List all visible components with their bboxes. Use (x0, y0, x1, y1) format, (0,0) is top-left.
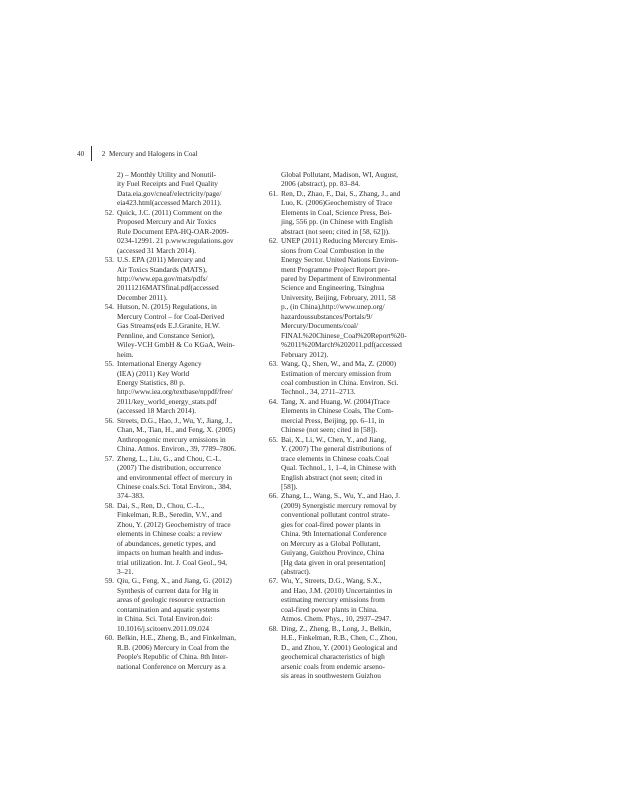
reference-entry (263, 435, 423, 492)
reference-line: http://www.epa.gov/mats/pdfs/ (117, 273, 208, 283)
reference-number: 62. (268, 236, 278, 246)
reference-line: Technol., 34, 2711–2713. (281, 387, 356, 397)
reference-entry (263, 189, 423, 236)
reference-line: impacts on human health and indus- (117, 548, 224, 558)
reference-line: %2011%20March%202011.pdf(accessed (281, 340, 402, 350)
reference-line: People's Republic of China. 8th Inter- (117, 652, 228, 662)
reference-line: (IEA) (2011) Key World (117, 368, 190, 378)
reference-line: gies for coal-fired power plants in (281, 519, 381, 529)
reference-line: Dai, S., Ren, D., Chou, C.-L., (117, 500, 205, 510)
reference-line: Zheng, L., Liu, G., and Chou, C.-L. (117, 453, 222, 463)
reference-entry (263, 359, 423, 397)
reference-line: (accessed 31 March 2014). (117, 245, 197, 255)
reference-line: Mercury/Documents/coal/ (281, 321, 359, 331)
reference-line: eia423.html(accessed March 2011). (117, 198, 222, 208)
reference-text (117, 302, 259, 359)
reference-line: Science and Engineering, Tsinghua (281, 283, 385, 293)
reference-number: 60. (104, 633, 114, 643)
reference-line: Wu, Y., Streets, D.G., Wang, S.X., (281, 576, 382, 586)
reference-line: Chinese (not seen; cited in [58]). (281, 425, 378, 435)
reference-line: International Energy Agency (117, 359, 202, 369)
reference-line: U.S. EPA (2011) Mercury and (117, 255, 206, 265)
reference-entry (99, 576, 259, 633)
reference-number: 52. (104, 207, 114, 217)
reference-entry (99, 501, 259, 577)
reference-line: Elements in Coal, Science Press, Bei- (281, 207, 392, 217)
reference-line: Ren, D., Zhao, F., Dai, S., Zhang, J., and (281, 188, 401, 198)
reference-line: arsenic coals from endemic arseno- (281, 661, 385, 671)
reference-entry (99, 633, 259, 671)
reference-text (281, 170, 423, 189)
reference-line: trace elements in Chinese coals.Coal (281, 453, 389, 463)
reference-entry (99, 416, 259, 454)
reference-text (117, 416, 259, 454)
reference-line: and environmental effect of mercury in (117, 472, 233, 482)
reference-line: China. Atmos. Environ., 39, 7789–7806. (117, 444, 237, 454)
reference-line: Wang, Q., Shen, W., and Ma, Z. (2000) (281, 359, 397, 369)
reference-line: sis areas in southwestern Guizhou (281, 671, 381, 681)
reference-line: December 2011). (117, 292, 168, 302)
reference-line: Chinese coals.Sci. Total Environ., 384, (117, 481, 232, 491)
reference-line: Streets, D.G., Hao, J., Wu, Y., Jiang, J., (117, 415, 233, 425)
reference-entry (263, 236, 423, 359)
reference-entry (99, 208, 259, 255)
reference-column-left (99, 170, 259, 671)
reference-line: heim. (117, 349, 134, 359)
reference-entry (99, 454, 259, 501)
reference-text (281, 624, 423, 681)
reference-line: p., (in China),http://www.unep.org/ (281, 302, 385, 312)
reference-text (281, 435, 423, 492)
reference-line: Guiyang, Guizhou Province, China (281, 548, 385, 558)
reference-text (117, 255, 259, 302)
reference-line: Elements in Chinese Coals, The Com- (281, 406, 394, 416)
reference-line: in China. Sci. Total Environ.doi: (117, 614, 213, 624)
reference-line: Atmos. Chem. Phys., 10, 2937–2947. (281, 614, 392, 624)
reference-number: 65. (268, 434, 278, 444)
reference-number: 58. (104, 500, 114, 510)
reference-line: 10.1016/j.scitoenv.2011.09.024 (117, 623, 210, 633)
reference-text (117, 454, 259, 501)
reference-line: Energy Sector. United Nations Environ- (281, 255, 399, 265)
reference-line: Energy Statistics, 80 p. (117, 377, 185, 387)
reference-number: 64. (268, 396, 278, 406)
reference-line: FINAL%20Chinese_Coal%20Report%20- (281, 330, 407, 340)
reference-text (117, 359, 259, 416)
reference-number: 63. (268, 359, 278, 369)
reference-line: national Conference on Mercury as a (117, 661, 226, 671)
reference-line: Zhang, L., Wang, S., Wu, Y., and Hao, J. (281, 491, 400, 501)
reference-entry (263, 624, 423, 681)
reference-entry (263, 397, 423, 435)
reference-line: hazardoussubstances/Portals/9/ (281, 311, 373, 321)
reference-line: geochemical characteristics of high (281, 652, 385, 662)
reference-number: 66. (268, 491, 278, 501)
reference-text (281, 397, 423, 435)
reference-text (117, 633, 259, 671)
chapter-heading (92, 150, 198, 158)
reference-line: (abstract). (281, 567, 311, 577)
reference-entry (99, 255, 259, 302)
reference-line: of abundances, genetic types, and (117, 538, 216, 548)
reference-line: conventional pollutant control strate- (281, 510, 390, 520)
reference-line: 20111216MATSfinal.pdf(accessed (117, 283, 219, 293)
reference-line: Ding, Z., Zheng, B., Long, J., Belkin, (281, 623, 392, 633)
reference-text (281, 236, 423, 359)
reference-line: estimating mercury emissions from (281, 595, 385, 605)
reference-line: D., and Zhou, Y. (2001) Geological and (281, 642, 398, 652)
running-header (77, 150, 198, 158)
reference-line: coal-fired power plants in China. (281, 604, 378, 614)
reference-text (281, 576, 423, 623)
reference-line: Tang, X. and Huang, W. (2004)Trace (281, 396, 390, 406)
reference-line: sions from Coal Combustion in the (281, 245, 385, 255)
reference-line: 2006 (abstract), pp. 83–84. (281, 179, 361, 189)
reference-text (117, 501, 259, 577)
reference-line: Pennline, and Constance Senior), (117, 330, 215, 340)
reference-line: (2009) Synergistic mercury removal by (281, 500, 397, 510)
page-number: 40 (77, 150, 85, 158)
reference-number: 55. (104, 359, 114, 369)
reference-number: 59. (104, 576, 114, 586)
reference-line: Data.eia.gov/cneaf/electricity/page/ (117, 188, 222, 198)
reference-line: mercial Press, Beijing, pp. 6–11, in (281, 415, 385, 425)
reference-line: Wiley-VCH GmbH & Co KGaA, Wein- (117, 340, 235, 350)
reference-line: UNEP (2011) Reducing Mercury Emis- (281, 236, 398, 246)
reference-line: H.E., Finkelman, R.B., Chen, C., Zhou, (281, 633, 398, 643)
reference-text (117, 170, 259, 208)
reference-line: Rule Document EPA-HQ-OAR-2009- (117, 226, 229, 236)
reference-number: 61. (268, 188, 278, 198)
reference-entry (99, 170, 259, 208)
reference-line: 3–21. (117, 567, 134, 577)
reference-line: Gas Streams(eds E.J.Granite, H.W. (117, 321, 220, 331)
reference-line: on Mercury as a Global Pollutant, (281, 538, 381, 548)
reference-line: [Hg data given in oral presentation] (281, 557, 386, 567)
reference-line: Synthesis of current data for Hg in (117, 585, 219, 595)
reference-text (281, 359, 423, 397)
reference-line: Zhou, Y. (2012) Geochemistry of trace (117, 519, 231, 529)
reference-entry (99, 359, 259, 416)
reference-number: 68. (268, 623, 278, 633)
reference-line: Qiu, G., Feng, X., and Jiang, G. (2012) (117, 576, 232, 586)
reference-line: Mercury Control – for Coal-Derived (117, 311, 225, 321)
reference-text (117, 576, 259, 633)
reference-number: 67. (268, 576, 278, 586)
reference-line: Qual. Technol., 1, 1–4, in Chinese with (281, 463, 397, 473)
reference-line: Luo, K. (2006)Geochemistry of Trace (281, 198, 393, 208)
reference-line: coal combustion in China. Environ. Sci. (281, 377, 399, 387)
reference-number: 54. (104, 302, 114, 312)
reference-line: Quick, J.C. (2011) Comment on the (117, 207, 222, 217)
reference-line: Chan, M., Tian, H., and Feng, X. (2005) (117, 425, 236, 435)
reference-line: 2) – Monthly Utility and Nonutil- (117, 170, 216, 179)
reference-line: http://www.iea.org/textbase/nppdf/free/ (117, 387, 233, 397)
reference-line: Y. (2007) The general distributions of (281, 444, 392, 454)
reference-text (281, 189, 423, 236)
reference-line: China. 9th International Conference (281, 529, 387, 539)
reference-line: R.B. (2006) Mercury in Coal from the (117, 642, 230, 652)
chapter-number: 2 (101, 150, 106, 158)
reference-number: 57. (104, 453, 114, 463)
reference-line: abstract (not seen; cited in [58, 62])). (281, 226, 390, 236)
reference-line: and Hao, J.M. (2010) Uncertainties in (281, 585, 393, 595)
reference-text (281, 491, 423, 576)
reference-line: English abstract (not seen; cited in (281, 472, 383, 482)
reference-number: 53. (104, 255, 114, 265)
reference-line: 374–383. (117, 491, 145, 501)
reference-text (117, 208, 259, 255)
reference-line: Global Pollutant, Madison, WI, August, (281, 170, 398, 179)
reference-line: (2007) The distribution, occurrence (117, 463, 222, 473)
reference-number: 56. (104, 415, 114, 425)
reference-line: Finkelman, R.B., Seredin, V.V., and (117, 510, 222, 520)
reference-entry (263, 491, 423, 576)
reference-line: [58]). (281, 481, 298, 491)
reference-line: ity Fuel Receipts and Fuel Quality (117, 179, 218, 189)
reference-entry (99, 302, 259, 359)
reference-line: Air Toxics Standards (MATS), (117, 264, 207, 274)
reference-line: Estimation of mercury emission from (281, 368, 392, 378)
reference-line: pared by Department of Environmental (281, 273, 397, 283)
reference-line: Proposed Mercury and Air Toxics (117, 217, 217, 227)
reference-line: Anthropogenic mercury emissions in (117, 434, 226, 444)
reference-line: February 2012). (281, 349, 329, 359)
reference-line: Hutson, N. (2015) Regulations, in (117, 302, 217, 312)
reference-entry (263, 576, 423, 623)
reference-column-right (263, 170, 423, 680)
reference-entry (263, 170, 423, 189)
reference-line: University, Beijing, February, 2011, 58 (281, 292, 396, 302)
reference-line: areas of geologic resource extraction (117, 595, 226, 605)
reference-line: trial utilization. Int. J. Coal Geol., 94, (117, 557, 228, 567)
reference-line: Bai, X., Li, W., Chen, Y., and Jiang, (281, 434, 387, 444)
reference-line: jing, 556 pp. (in Chinese with English (281, 217, 393, 227)
chapter-title: Mercury and Halogens in Coal (108, 150, 198, 158)
reference-line: elements in Chinese coals: a review (117, 529, 223, 539)
reference-line: (accessed 18 March 2014). (117, 406, 197, 416)
header-divider (91, 146, 92, 161)
reference-line: 0234-12991. 21 p.www.regulations.gov (117, 236, 234, 246)
reference-line: contamination and aquatic systems (117, 604, 220, 614)
reference-line: ment Programme Project Report pre- (281, 264, 390, 274)
reference-line: 2011/key_world_energy_stats.pdf (117, 396, 217, 406)
reference-line: Belkin, H.E., Zheng, B., and Finkelman, (117, 633, 236, 643)
